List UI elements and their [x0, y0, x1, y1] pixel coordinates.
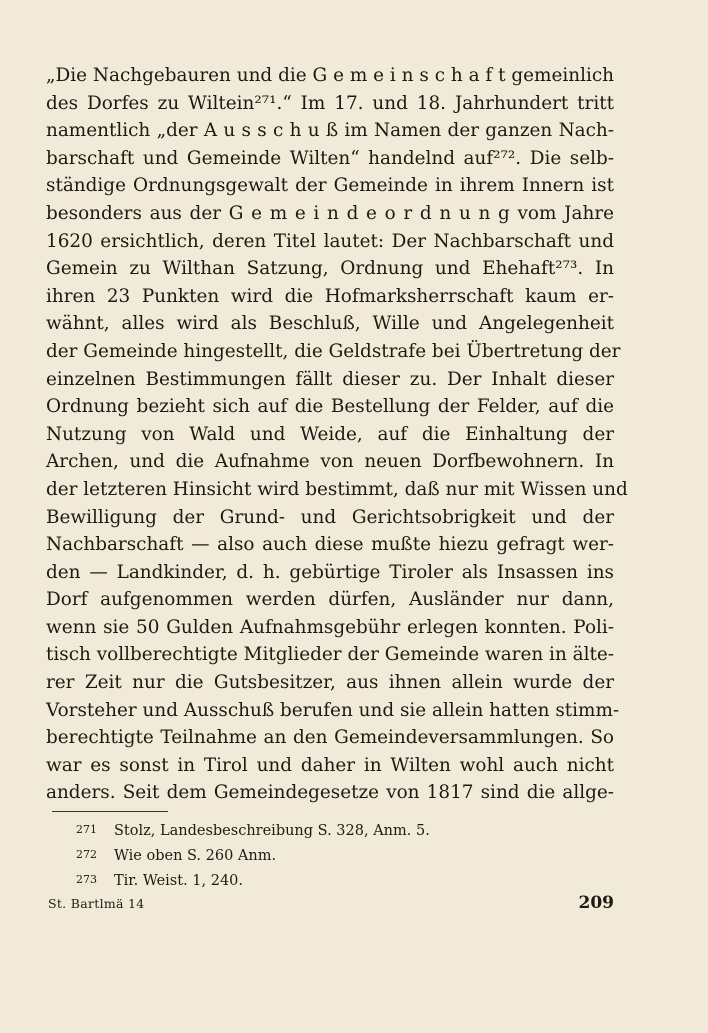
text-line: wenn sie 50 Gulden Aufnahmsgebühr erlegen konnten. Poli- — [46, 616, 614, 638]
text-line: Vorsteher und Ausschuß berufen und sie allein hatten stimm- — [46, 699, 620, 721]
footnote-number: 271 — [76, 823, 97, 836]
text-line: war es sonst in Tirol und daher in Wilten wohl auch nicht — [46, 754, 614, 776]
text-line: ihren 23 Punkten wird die Hofmarksherrschaft kaum er- — [46, 285, 614, 307]
page-number: 209 — [578, 893, 614, 913]
footnote-text: Tir. Weist. 1, 240. — [114, 873, 244, 889]
text-line: Nachbarschaft — also auch diese mußte hiezu gefragt wer- — [46, 534, 614, 556]
text-line: namentlich „der A u s s c h u ß im Namen der ganzen Nach- — [46, 120, 614, 142]
text-line: der Gemeinde hingestellt, die Geldstrafe bei Übertretung der — [46, 340, 621, 362]
text-line: Nutzung von Wald und Weide, auf die Einhaltung der — [46, 423, 614, 445]
text-line: 1620 ersichtlich, deren Titel lautet: Der Nachbarschaft und — [46, 230, 614, 252]
footnote-number: 273 — [76, 873, 97, 886]
text-line: den — Landkinder, d. h. gebürtige Tiroler als Insassen ins — [46, 561, 614, 583]
text-line: besonders aus der G e m e i n d e o r d n u n g vom Jahre — [46, 202, 614, 224]
text-line: Bewilligung der Grund- und Gerichtsobrigkeit und der — [46, 506, 614, 528]
text-line: barschaft und Gemeinde Wilten“ handelnd auf²⁷². Die selb- — [46, 147, 614, 169]
text-line: berechtigte Teilnahme an den Gemeindeversammlungen. So — [46, 727, 614, 749]
text-line: des Dorfes zu Wiltein²⁷¹.“ Im 17. und 18. Jahrhundert tritt — [46, 92, 614, 114]
text-line: Ordnung bezieht sich auf die Bestellung der Felder, auf die — [46, 396, 614, 418]
text-line: tisch vollberechtigte Mitglieder der Gemeinde waren in älte- — [46, 644, 614, 666]
text-line: einzelnen Bestimmungen fällt dieser zu. Der Inhalt dieser — [46, 368, 614, 390]
body-text — [46, 62, 628, 807]
footnote — [76, 818, 596, 843]
footnote-text: Stolz, Landesbeschreibung S. 328, Anm. 5. — [114, 823, 430, 839]
footnote — [76, 868, 596, 893]
footnote-text: Wie oben S. 260 Anm. — [114, 848, 277, 864]
text-line: Gemein zu Wilthan Satzung, Ordnung und Ehehaft²⁷³. In — [46, 258, 614, 280]
text-line: Archen, und die Aufnahme von neuen Dorfbewohnern. In — [46, 451, 614, 473]
footnotes — [76, 818, 596, 893]
footnote — [76, 843, 596, 868]
text-line: rer Zeit nur die Gutsbesitzer, aus ihnen allein wurde der — [46, 672, 614, 694]
text-line: anders. Seit dem Gemeindegesetze von 1817 sind die allge- — [46, 782, 614, 804]
text-line: ständige Ordnungsgewalt der Gemeinde in ihrem Innern ist — [46, 175, 614, 197]
printer-signature: St. Bartlmä 14 — [48, 896, 145, 911]
text-line: Dorf aufgenommen werden dürfen, Ausländer nur dann, — [46, 589, 614, 611]
text-line: der letzteren Hinsicht wird bestimmt, daß nur mit Wissen und — [46, 478, 628, 500]
text-line: wähnt, alles wird als Beschluß, Wille und Angelegenheit — [46, 313, 614, 335]
footnote-divider — [52, 811, 168, 812]
text-line: „Die Nachgebauren und die G e m e i n s c h a f t gemeinlich — [46, 65, 614, 86]
footnote-number: 272 — [76, 848, 97, 861]
